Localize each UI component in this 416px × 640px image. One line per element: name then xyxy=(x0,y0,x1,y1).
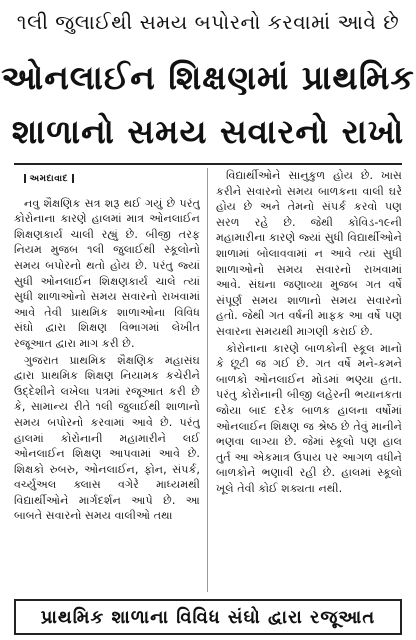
dateline xyxy=(24,172,74,188)
dateline-text: અમદાવાદ xyxy=(29,174,69,184)
column-divider xyxy=(207,168,208,592)
paragraph: કોરોનાના કારણે બાળકોની સ્કૂલ માનો કે છૂટી જ ગઈ છે. ગત વર્ષે મને-કમને બાળકો ઓનલાઈન મોડમાં ભણ્યા હતા. પરંતુ કોરોનાની બીજી લહેરની ભયાનકતા જોયા બાદ દરેક બાળક હાલના વર્ષોમાં ઓનલાઈન શિક્ષણ જ શ્રેષ્ઠ છે તેવું માનીને ભણવા લાગ્યા છે. જેમાં સ્કૂલો પણ હાલ તુર્ત આ એકમાત્ર ઉપાય પર આગળ વધીને બાળકોને ભણાવી રહી છે. હાલમાં સ્કૂલો ખૂલે તેવી કોઈ શક્યતા નથી. xyxy=(216,341,402,495)
paragraph: નવુ શૈક્ષણિક સત્ર શરૂ થઈ ગયું છે પરંતુ કોરોનાના કારણે હાલમાં માત્ર ઓનલાઈન શિક્ષણકાર્ય ચાલી રહ્યું છે. બીજી તરફ નિયમ મુજબ ૧લી જુલાઈથી સ્કૂલોનો સમય બપોરનો થતો હોય છે. પરંતુ જ્યાં સુધી ઓનલાઈન શિક્ષણકાર્ય ચાલે ત્યાં સુધી શાળાઓનો સમય સવારનો રાખવામાં આવે તેવી પ્રાથમિક શાળાઓના વિવિધ સંઘો દ્વારા શિક્ષણ વિભાગમાં લેખીત રજૂઆત દ્વારા માગ કરી છે. xyxy=(14,196,200,350)
dateline-bar xyxy=(72,174,74,183)
article-body xyxy=(14,168,402,592)
article-column-left xyxy=(14,168,200,592)
headline-rule xyxy=(14,163,402,165)
bottom-banner: પ્રાથમિક શાળાના વિવિધ સંઘો દ્વારા રજૂઆત xyxy=(14,599,402,635)
paragraph: ગુજરાત પ્રાથમિક શૈક્ષણિક મહાસંઘ દ્વારા પ્રાથમિક શિક્ષણ નિયામક કચેરીને ઉદ્દેશીને લખેલા પત્રમાં રજૂઆત કરી છે કે, સામાન્ય રીતે ૧લી જુલાઈથી શાળાનો સમય બપોરનો કરવામાં આવે છે. પરંતુ હાલમાં કોરોનાની મહામારીને લઈ ઓનલાઈન શિક્ષણ આપવામાં આવે છે. શિક્ષકો રુબરુ, ઓનલાઈન, ફોન, સંપર્ક, વર્ચ્યુઅલ ક્લાસ વગેરે માધ્યમથી વિદ્યાર્થીઓને માર્ગદર્શન આપે છે. આ બાબતે સવારનો સમય વાલીઓ તથા xyxy=(14,353,200,523)
paragraph: વિદ્યાર્થીઓને સાનુકુળ હોય છે. ખાસ કરીને સવારનો સમય બાળકના વાલી ઘરે હોય છે અને તેમનો સંપર્ક કરવો પણ સરળ રહે છે. જેથી કોવિડ-૧૯ની મહામારીના કારણે જ્યાં સુધી વિદ્યાર્થીઓને શાળામાં બોલાવવામાં ન આવે ત્યાં સુધી શાળાઓનો સમય સવારનો રાખવામાં આવે. સંઘના જણાવ્યા મુજબ ગત વર્ષે સંપૂર્ણ સમય શાળાનો સમય સવારનો હતો. જેથી ગત વર્ષની માફક આ વર્ષે પણ સવારના સમયથી માગણી કરાઈ છે. xyxy=(216,169,402,338)
headline-line-1: ઓનલાઈન શિક્ષણમાં પ્રાથમિક xyxy=(1,58,415,97)
headline-kicker: ૧લી જુલાઈથી સમય બપોરનો કરવામાં આવે છે xyxy=(16,10,400,34)
headline-line-2: શાળાનો સમય સવારનો રાખો xyxy=(11,112,405,151)
dateline-bar xyxy=(24,174,26,183)
article-column-right xyxy=(216,168,402,592)
